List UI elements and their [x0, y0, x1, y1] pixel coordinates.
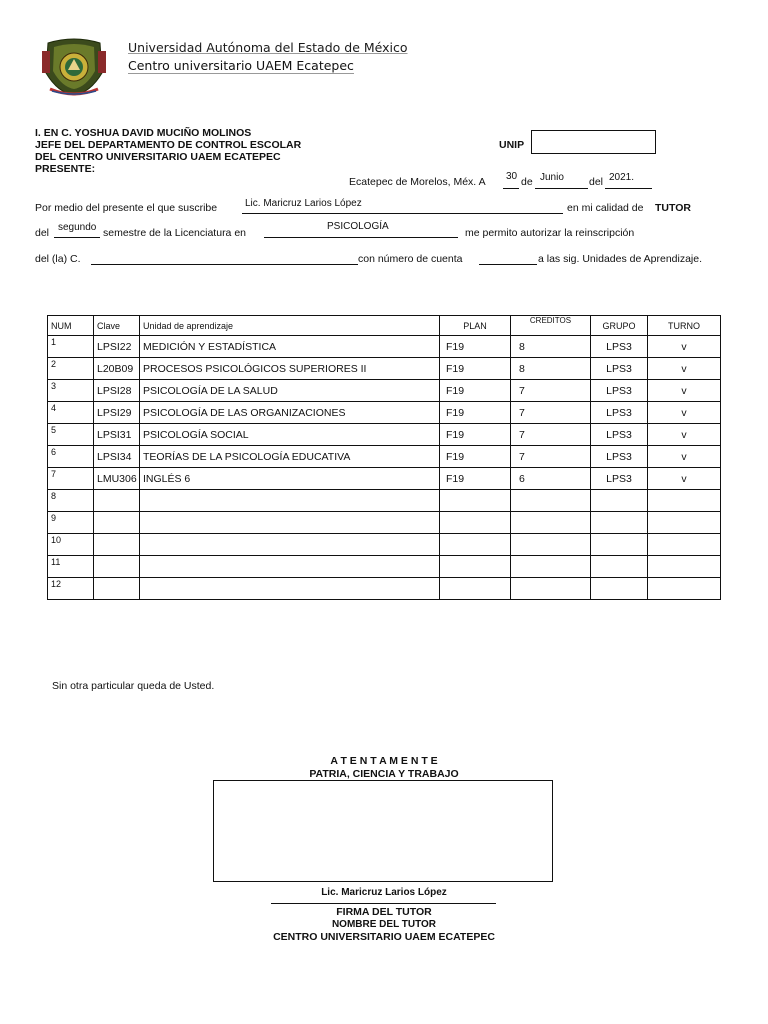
date-day: 30: [506, 171, 518, 182]
cell-grupo[interactable]: LPS3: [591, 402, 648, 424]
cell-creditos[interactable]: 6: [511, 468, 591, 490]
para-line3-b: con número de cuenta: [358, 253, 463, 265]
cell-plan[interactable]: F19: [440, 402, 511, 424]
table-header-row: [48, 316, 721, 336]
cell-creditos[interactable]: 7: [511, 446, 591, 468]
cell-turno[interactable]: v: [648, 336, 721, 358]
table-row: [48, 446, 721, 468]
signature-line: [271, 903, 496, 904]
cell-clave[interactable]: LPSI29: [94, 402, 140, 424]
cell-turno[interactable]: [648, 512, 721, 534]
col-header-unidad: Unidad de aprendizaje: [140, 316, 440, 336]
table-row: [48, 556, 721, 578]
cell-turno[interactable]: v: [648, 402, 721, 424]
cell-plan[interactable]: [440, 490, 511, 512]
cell-unidad[interactable]: TEORÍAS DE LA PSICOLOGÍA EDUCATIVA: [140, 446, 440, 468]
col-header-num: NUM: [48, 316, 94, 336]
closing-text: Sin otra particular queda de Usted.: [52, 680, 215, 692]
table-row: [48, 358, 721, 380]
para-line1-a: Por medio del presente el que suscribe: [35, 202, 218, 214]
cell-num[interactable]: 1: [48, 336, 94, 358]
unip-field[interactable]: [531, 130, 656, 154]
cell-unidad[interactable]: [140, 534, 440, 556]
table-row: [48, 402, 721, 424]
cell-num[interactable]: 11: [48, 556, 94, 578]
cell-clave[interactable]: L20B09: [94, 358, 140, 380]
centro-label: CENTRO UNIVERSITARIO UAEM ECATEPEC: [273, 931, 495, 943]
cell-creditos[interactable]: 7: [511, 380, 591, 402]
cell-num[interactable]: 6: [48, 446, 94, 468]
cell-plan[interactable]: F19: [440, 336, 511, 358]
cell-clave[interactable]: LPSI28: [94, 380, 140, 402]
student-name-line: [91, 264, 358, 265]
recipient-line-4: PRESENTE:: [35, 163, 96, 175]
cell-unidad[interactable]: [140, 490, 440, 512]
tutor-name-line: [242, 213, 563, 214]
table-row: [48, 424, 721, 446]
account-number-line: [479, 264, 537, 265]
date-year-line: [605, 188, 652, 189]
table-row: [48, 490, 721, 512]
table-row: [48, 534, 721, 556]
para-line2-a: del: [35, 227, 50, 239]
table-row: [48, 468, 721, 490]
cell-creditos[interactable]: 7: [511, 424, 591, 446]
cell-grupo[interactable]: LPS3: [591, 424, 648, 446]
recipient-line-3: DEL CENTRO UNIVERSITARIO UAEM ECATEPEC: [35, 151, 281, 163]
cell-plan[interactable]: F19: [440, 358, 511, 380]
cell-unidad[interactable]: PROCESOS PSICOLÓGICOS SUPERIORES II: [140, 358, 440, 380]
program-line: [264, 237, 458, 238]
learning-units-table: [47, 315, 721, 600]
col-header-plan: PLAN: [440, 316, 511, 336]
para-line3-c: a las sig. Unidades de Aprendizaje.: [538, 253, 703, 265]
cell-turno[interactable]: [648, 534, 721, 556]
cell-unidad[interactable]: PSICOLOGÍA DE LA SALUD: [140, 380, 440, 402]
center-name: Centro universitario UAEM Ecatepec: [128, 58, 354, 73]
table-row: [48, 512, 721, 534]
cell-creditos[interactable]: [511, 556, 591, 578]
recipient-line-2: JEFE DEL DEPARTAMENTO DE CONTROL ESCOLAR: [35, 139, 302, 151]
col-header-turno: TURNO: [648, 316, 721, 336]
cell-grupo[interactable]: [591, 534, 648, 556]
cell-num[interactable]: 9: [48, 512, 94, 534]
cell-clave[interactable]: LPSI22: [94, 336, 140, 358]
cell-clave[interactable]: LMU306: [94, 468, 140, 490]
signature-box[interactable]: [213, 780, 553, 882]
cell-turno[interactable]: [648, 578, 721, 600]
firma-label: FIRMA DEL TUTOR: [336, 906, 432, 918]
cell-creditos[interactable]: [511, 578, 591, 600]
cell-unidad[interactable]: PSICOLOGÍA DE LAS ORGANIZACIONES: [140, 402, 440, 424]
cell-creditos[interactable]: [511, 512, 591, 534]
date-day-line: [503, 188, 519, 189]
cell-creditos[interactable]: 8: [511, 336, 591, 358]
cell-num[interactable]: 10: [48, 534, 94, 556]
para-line3-a: del (la) C.: [35, 253, 81, 265]
cell-grupo[interactable]: LPS3: [591, 336, 648, 358]
cell-clave[interactable]: [94, 512, 140, 534]
cell-num[interactable]: 3: [48, 380, 94, 402]
cell-plan[interactable]: F19: [440, 468, 511, 490]
date-month-line: [535, 188, 588, 189]
cell-plan[interactable]: [440, 556, 511, 578]
cell-num[interactable]: 7: [48, 468, 94, 490]
cell-creditos[interactable]: 7: [511, 402, 591, 424]
col-header-grupo: GRUPO: [591, 316, 648, 336]
date-month: Junio: [540, 172, 564, 183]
cell-plan[interactable]: [440, 512, 511, 534]
cell-grupo[interactable]: [591, 490, 648, 512]
cell-turno[interactable]: v: [648, 424, 721, 446]
cell-num[interactable]: 4: [48, 402, 94, 424]
cell-clave[interactable]: LPSI34: [94, 446, 140, 468]
cell-unidad[interactable]: [140, 512, 440, 534]
table-row: [48, 336, 721, 358]
university-logo: [40, 37, 108, 97]
cell-turno[interactable]: v: [648, 468, 721, 490]
university-name: Universidad Autónoma del Estado de México: [128, 40, 408, 55]
atentamente: A T E N T A M E N T E: [330, 755, 438, 767]
cell-unidad[interactable]: [140, 556, 440, 578]
cell-turno[interactable]: v: [648, 380, 721, 402]
cell-plan[interactable]: [440, 534, 511, 556]
para-line1-b: en mi calidad de: [567, 202, 644, 214]
tutor-name-print: Lic. Maricruz Larios López: [321, 887, 447, 898]
table-row: [48, 578, 721, 600]
cell-num[interactable]: 2: [48, 358, 94, 380]
semester-line: [54, 237, 100, 238]
cell-turno[interactable]: [648, 556, 721, 578]
cell-clave[interactable]: LPSI31: [94, 424, 140, 446]
cell-plan[interactable]: F19: [440, 446, 511, 468]
cell-turno[interactable]: [648, 490, 721, 512]
tutor-name-field: Lic. Maricruz Larios López: [245, 198, 362, 209]
cell-plan[interactable]: F19: [440, 380, 511, 402]
cell-unidad[interactable]: PSICOLOGÍA SOCIAL: [140, 424, 440, 446]
semester-field: segundo: [58, 222, 97, 233]
cell-grupo[interactable]: [591, 512, 648, 534]
cell-turno[interactable]: v: [648, 358, 721, 380]
date-prefix: Ecatepec de Morelos, Méx. A: [349, 176, 486, 188]
cell-grupo[interactable]: LPS3: [591, 468, 648, 490]
cell-clave[interactable]: [94, 578, 140, 600]
cell-plan[interactable]: F19: [440, 424, 511, 446]
cell-grupo[interactable]: LPS3: [591, 380, 648, 402]
cell-num[interactable]: 12: [48, 578, 94, 600]
nombre-label: NOMBRE DEL TUTOR: [331, 919, 437, 930]
date-year: 2021.: [609, 172, 635, 183]
col-header-clave: Clave: [94, 316, 140, 336]
cell-creditos[interactable]: [511, 490, 591, 512]
cell-grupo[interactable]: [591, 556, 648, 578]
cell-unidad[interactable]: [140, 578, 440, 600]
motto: PATRIA, CIENCIA Y TRABAJO: [309, 768, 459, 780]
unip-label: UNIP: [499, 139, 525, 151]
cell-num[interactable]: 8: [48, 490, 94, 512]
cell-creditos[interactable]: [511, 534, 591, 556]
cell-creditos[interactable]: 8: [511, 358, 591, 380]
recipient-line-1: I. EN C. YOSHUA DAVID MUCIÑO MOLINOS: [35, 127, 252, 139]
col-header-creditos: CREDITOS: [511, 316, 591, 336]
cell-grupo[interactable]: [591, 578, 648, 600]
cell-grupo[interactable]: LPS3: [591, 446, 648, 468]
cell-num[interactable]: 5: [48, 424, 94, 446]
cell-clave[interactable]: [94, 556, 140, 578]
cell-unidad[interactable]: MEDICIÓN Y ESTADÍSTICA: [140, 336, 440, 358]
cell-grupo[interactable]: LPS3: [591, 358, 648, 380]
cell-clave[interactable]: [94, 534, 140, 556]
para-line2-b: semestre de la Licenciatura en: [103, 227, 246, 239]
para-line2-c: me permito autorizar la reinscripción: [465, 227, 635, 239]
uaem-shield-logo-icon: [40, 37, 108, 97]
cell-clave[interactable]: [94, 490, 140, 512]
cell-plan[interactable]: [440, 578, 511, 600]
table-row: [48, 380, 721, 402]
program-field: PSICOLOGÍA: [327, 221, 389, 232]
cell-turno[interactable]: v: [648, 446, 721, 468]
cell-unidad[interactable]: INGLÉS 6: [140, 468, 440, 490]
para-line1-tutor: TUTOR: [655, 202, 691, 214]
date-del: del: [589, 176, 604, 188]
date-de: de: [521, 176, 533, 188]
